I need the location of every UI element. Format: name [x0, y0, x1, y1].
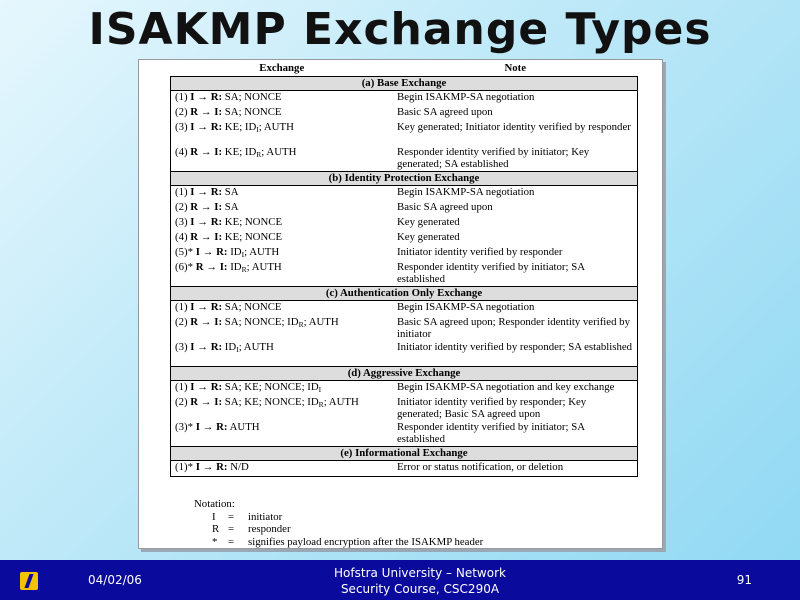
direction: I → R: — [190, 381, 223, 393]
table-row — [171, 146, 638, 172]
payload: N/D — [230, 461, 249, 473]
note-cell: Initiator identity verified by responder; Key generated; Basic SA agreed upon — [397, 396, 587, 420]
note-cell: Initiator identity verified by responder — [397, 246, 563, 258]
notation-block — [194, 498, 483, 548]
exchange-cell — [171, 106, 394, 121]
note-cell: Initiator identity verified by responder; SA established — [397, 341, 633, 353]
step-number: (2) — [175, 396, 188, 408]
table-row — [171, 396, 638, 421]
table-row — [171, 231, 638, 246]
notation-desc: responder — [248, 523, 291, 535]
exchange-types-table — [170, 62, 638, 477]
note-cell: Key generated — [397, 216, 460, 228]
step-number: (1) — [175, 381, 188, 393]
exchange-cell — [171, 246, 394, 261]
payload: KE; NONCE — [224, 216, 283, 228]
note-cell: Key generated — [397, 231, 460, 243]
section-group — [171, 367, 638, 447]
payload: ID — [224, 341, 237, 353]
notation-equals: = — [228, 535, 235, 548]
step-number: (3) — [175, 341, 188, 353]
exchange-cell — [171, 231, 394, 246]
exchange-cell — [171, 381, 394, 397]
note-cell: Begin ISAKMP-SA negotiation and key exchange — [397, 381, 615, 393]
step-number: (1)* — [175, 461, 193, 473]
direction: R → I: — [190, 106, 223, 118]
id-subscript: I — [256, 125, 259, 134]
notation-equals: = — [228, 523, 235, 535]
section-header-row — [171, 172, 638, 186]
step-number: (2) — [175, 316, 188, 328]
table-row — [171, 301, 638, 317]
step-number: (1) — [175, 301, 188, 313]
payload-suffix: ; AUTH — [323, 396, 359, 408]
section-title: (a) Base Exchange — [171, 77, 638, 91]
notation-symbol: I — [212, 510, 216, 523]
step-number: (5)* — [175, 246, 193, 258]
section-header-row — [171, 287, 638, 301]
step-number: (6)* — [175, 261, 193, 273]
direction: R → I: — [190, 201, 223, 213]
section-group — [171, 172, 638, 287]
direction: I → R: — [195, 421, 228, 433]
exchange-cell — [171, 261, 394, 287]
footer-date: 04/02/06 — [88, 573, 142, 587]
direction: I → R: — [190, 301, 223, 313]
payload: SA; KE; NONCE; ID — [224, 396, 319, 408]
exchange-cell — [171, 201, 394, 216]
step-number: (4) — [175, 231, 188, 243]
note-cell: Error or status notification, or deletion — [397, 461, 564, 473]
exchange-cell — [171, 396, 394, 421]
exchange-cell — [171, 121, 394, 146]
section-header-row — [171, 77, 638, 91]
direction: I → R: — [190, 216, 223, 228]
notation-line — [194, 523, 483, 536]
step-number: (3) — [175, 216, 188, 228]
step-number: (1) — [175, 91, 188, 103]
notation-line — [194, 536, 483, 549]
id-subscript: R — [298, 320, 304, 329]
payload: ID — [230, 261, 242, 273]
step-number: (3) — [175, 121, 188, 133]
exchange-cell — [171, 421, 394, 447]
notation-equals: = — [228, 510, 235, 523]
step-number: (1) — [175, 186, 188, 198]
step-number: (2) — [175, 106, 188, 118]
slide-footer — [0, 560, 800, 600]
exchange-table-figure — [138, 59, 663, 549]
exchange-cell — [171, 91, 394, 107]
section-title: (e) Informational Exchange — [171, 447, 638, 461]
exchange-cell — [171, 186, 394, 202]
page-number: 91 — [736, 573, 752, 587]
payload: SA; NONCE; ID — [224, 316, 299, 328]
direction: I → R: — [195, 461, 228, 473]
footer-course — [270, 565, 570, 597]
header-note: Note — [504, 62, 527, 74]
exchange-cell — [171, 146, 394, 172]
notation-symbol: R — [212, 523, 220, 535]
table-row — [171, 91, 638, 107]
payload: ID — [230, 246, 242, 258]
table-row — [171, 246, 638, 261]
notation-line — [194, 511, 483, 524]
payload: SA — [224, 201, 239, 213]
table-row — [171, 421, 638, 447]
footer-line-2: Security Course, CSC290A — [340, 582, 500, 596]
id-subscript: I — [236, 345, 239, 354]
direction: R → I: — [190, 316, 223, 328]
section-title: (b) Identity Protection Exchange — [171, 172, 638, 186]
table-row — [171, 381, 638, 397]
section-title: (d) Aggressive Exchange — [171, 367, 638, 381]
note-cell: Key generated; Initiator identity verified by responder — [397, 121, 631, 133]
direction: R → I: — [195, 261, 228, 273]
section-group — [171, 287, 638, 367]
table-row — [171, 121, 638, 146]
exchange-cell — [171, 301, 394, 317]
notation-desc: signifies payload encryption after the ISAKMP header — [248, 535, 484, 548]
id-subscript: R — [318, 400, 324, 409]
payload: SA; NONCE — [224, 301, 282, 313]
step-number: (4) — [175, 146, 188, 158]
notation-symbol: * — [212, 535, 218, 548]
direction: I → R: — [190, 341, 223, 353]
id-subscript: I — [241, 250, 245, 259]
note-cell: Begin ISAKMP-SA negotiation — [397, 301, 535, 313]
payload-suffix: ; AUTH — [246, 261, 282, 273]
note-cell: Basic SA agreed upon — [397, 201, 493, 213]
payload: SA — [224, 186, 239, 198]
payload-suffix: ; AUTH — [238, 341, 274, 353]
table-header-row — [171, 62, 638, 77]
hofstra-logo-icon — [20, 572, 38, 590]
note-cell: Basic SA agreed upon; Responder identity verified by initiator — [397, 316, 630, 340]
payload: KE; ID — [224, 121, 257, 133]
id-subscript: R — [256, 150, 262, 159]
exchange-cell — [171, 461, 394, 477]
step-number: (3)* — [175, 421, 193, 433]
exchange-cell — [171, 316, 394, 341]
note-cell: Responder identity verified by initiator; SA established — [397, 261, 585, 285]
payload: SA; KE; NONCE; ID — [224, 381, 319, 393]
payload: KE; NONCE — [224, 231, 283, 243]
id-subscript: R — [241, 265, 247, 274]
id-subscript: I — [318, 385, 322, 394]
table-row — [171, 261, 638, 287]
table-row — [171, 216, 638, 231]
note-cell: Responder identity verified by initiator; Key generated; SA established — [397, 146, 590, 170]
payload-suffix: ; AUTH — [258, 121, 294, 133]
direction: I → R: — [190, 121, 223, 133]
payload: AUTH — [229, 421, 260, 433]
direction: I → R: — [190, 186, 223, 198]
slide-title: ISAKMP Exchange Types — [88, 4, 712, 55]
notation-desc: initiator — [248, 510, 283, 523]
step-number: (2) — [175, 201, 188, 213]
table-row — [171, 461, 638, 477]
direction: R → I: — [190, 146, 223, 158]
table-row — [171, 316, 638, 341]
table-row — [171, 201, 638, 216]
payload-suffix: ; AUTH — [261, 146, 297, 158]
section-group — [171, 77, 638, 172]
table-row — [171, 106, 638, 121]
section-group — [171, 447, 638, 477]
exchange-cell — [171, 216, 394, 231]
payload: KE; ID — [224, 146, 257, 158]
table-row — [171, 186, 638, 202]
header-exchange: Exchange — [259, 62, 305, 74]
direction: I → R: — [190, 91, 223, 103]
note-cell: Begin ISAKMP-SA negotiation — [397, 186, 535, 198]
note-cell: Begin ISAKMP-SA negotiation — [397, 91, 535, 103]
payload-suffix: ; AUTH — [244, 246, 280, 258]
table-row — [171, 341, 638, 367]
exchange-cell — [171, 341, 394, 367]
section-header-row — [171, 367, 638, 381]
payload: SA; NONCE — [224, 106, 282, 118]
payload: SA; NONCE — [224, 91, 282, 103]
note-cell: Basic SA agreed upon — [397, 106, 493, 118]
direction: R → I: — [190, 396, 223, 408]
note-cell: Responder identity verified by initiator; SA established — [397, 421, 585, 445]
payload-suffix: ; AUTH — [303, 316, 339, 328]
footer-line-1: Hofstra University – Network — [334, 566, 506, 580]
direction: R → I: — [190, 231, 223, 243]
direction: I → R: — [195, 246, 228, 258]
notation-heading: Notation: — [194, 498, 235, 510]
section-title: (c) Authentication Only Exchange — [171, 287, 638, 301]
section-header-row — [171, 447, 638, 461]
